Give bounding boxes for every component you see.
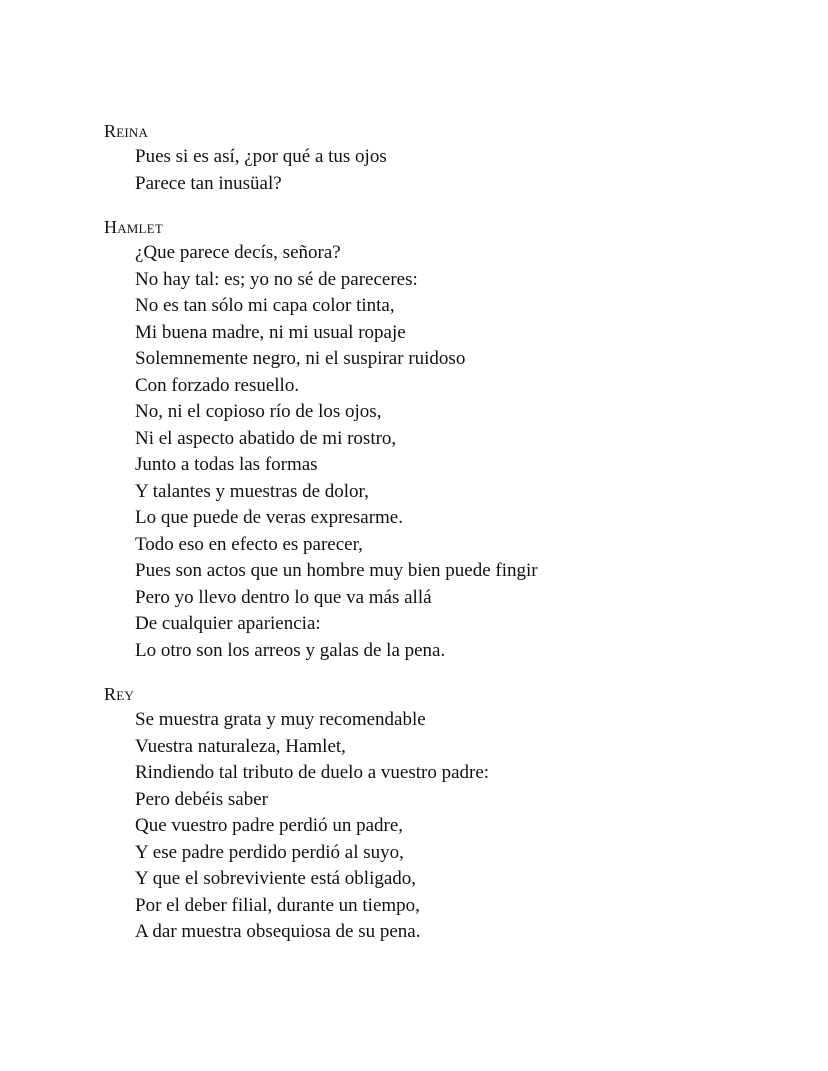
verse-line: Pero yo llevo dentro lo que va más allá <box>135 586 432 608</box>
verse-line: Ni el aspecto abatido de mi rostro, <box>135 427 397 449</box>
verse-line: Pues son actos que un hombre muy bien puede fingir <box>135 560 538 581</box>
verse-line: Se muestra grata y muy recomendable <box>135 709 426 730</box>
verse-line: Junto a todas las formas <box>135 454 318 475</box>
verse-line: Por el deber filial, durante un tiempo, <box>135 894 420 916</box>
verse-line: Y que el sobreviviente está obligado, <box>135 868 417 889</box>
verse-line: Y ese padre perdido perdió al suyo, <box>135 841 404 863</box>
verse-line: Y talantes y muestras de dolor, <box>135 480 369 502</box>
verse-line: Solemnemente negro, ni el suspirar ruidoso <box>135 348 466 369</box>
verse-lines <box>104 707 784 946</box>
speech-hamlet <box>104 214 784 664</box>
verse-line: Mi buena madre, ni mi usual ropaje <box>135 321 406 343</box>
verse-line: De cualquier apariencia: <box>135 613 321 634</box>
verse-line: ¿Que parece decís, señora? <box>135 242 341 263</box>
verse-line: Rindiendo tal tributo de duelo a vuestro padre: <box>135 762 490 783</box>
verse-line: No hay tal: es; yo no sé de pareceres: <box>135 268 418 290</box>
document-page <box>104 118 784 963</box>
verse-line: Pero debéis saber <box>135 788 268 810</box>
verse-line: No es tan sólo mi capa color tinta, <box>135 295 395 316</box>
verse-line: Lo otro son los arreos y galas de la pena. <box>135 639 446 661</box>
verse-line: No, ni el copioso río de los ojos, <box>135 401 382 422</box>
verse-line: Con forzado resuello. <box>135 374 300 396</box>
verse-line: Pues si es así, ¿por qué a tus ojos <box>135 146 387 167</box>
speaker-name: Rey <box>104 684 134 704</box>
verse-line: Que vuestro padre perdió un padre, <box>135 815 404 836</box>
verse-line: Vuestra naturaleza, Hamlet, <box>135 735 346 757</box>
speaker-name: Reina <box>104 121 149 141</box>
verse-line: Parece tan inusüal? <box>135 172 282 194</box>
speech-reina <box>104 118 784 197</box>
verse-lines <box>104 240 784 664</box>
verse-line: Lo que puede de veras expresarme. <box>135 507 403 528</box>
verse-line: A dar muestra obsequiosa de su pena. <box>135 921 421 942</box>
speaker-name: Hamlet <box>104 217 163 237</box>
verse-line: Todo eso en efecto es parecer, <box>135 533 363 555</box>
verse-lines <box>104 144 784 197</box>
speech-rey <box>104 681 784 946</box>
